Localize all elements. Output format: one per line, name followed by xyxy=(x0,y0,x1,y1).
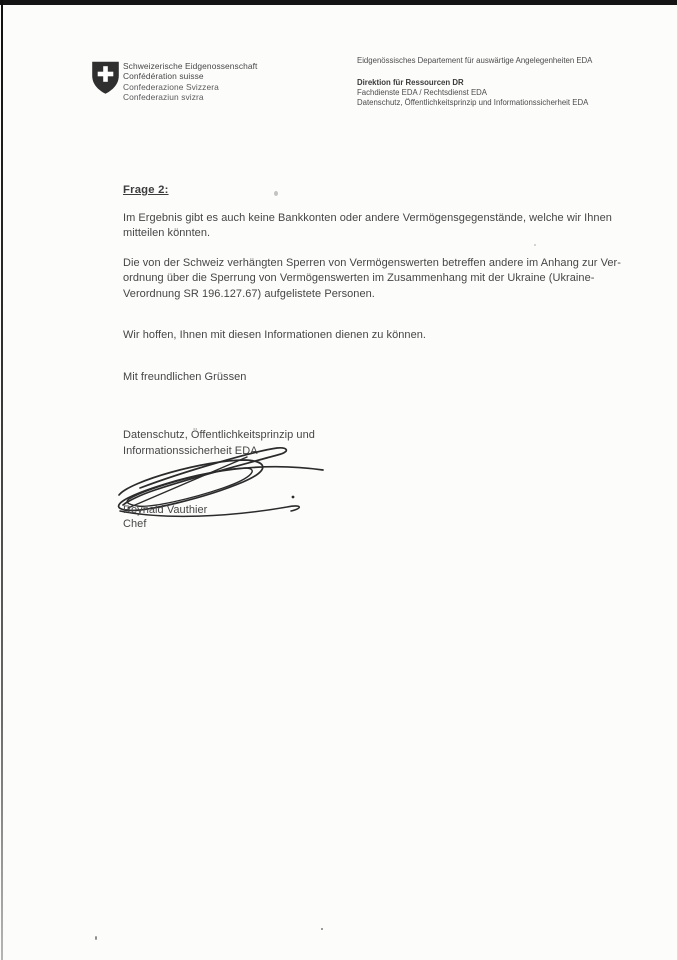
department-spacer xyxy=(357,66,592,78)
section-heading: Frage 2: xyxy=(123,184,169,196)
wordmark-line-de: Schweizerische Eidgenossenschaft xyxy=(123,61,258,71)
paragraph-2-line-1: Die von der Schweiz verhängten Sperren von Vermögenswerten betreffen andere im Anhang zur Ver- xyxy=(123,257,621,269)
paragraph-2 xyxy=(123,256,621,302)
signer-title: Chef xyxy=(123,518,147,530)
swiss-coat-of-arms-icon xyxy=(90,60,121,96)
department-block xyxy=(357,56,592,108)
signing-unit-line-1: Datenschutz, Öffentlichkeitsprinzip und xyxy=(123,429,315,441)
cross-horizontal xyxy=(98,72,114,77)
department-name: Eidgenössisches Departement für auswärtige Angelegenheiten EDA xyxy=(357,56,593,65)
scan-edge-left xyxy=(1,0,3,960)
signing-unit-line-2: Informationssicherheit EDA xyxy=(123,445,258,457)
scan-speck xyxy=(274,191,278,196)
confederation-wordmark xyxy=(123,61,257,103)
scan-speck xyxy=(534,244,536,246)
paragraph-2-line-2: ordnung über die Sperrung von Vermögenswerten im Zusammenhang mit der Ukraine (Ukraine- xyxy=(123,272,595,285)
closing-salutation: Mit freundlichen Grüssen xyxy=(123,371,247,383)
wordmark-line-fr: Confédération suisse xyxy=(123,71,204,82)
scan-edge-top xyxy=(0,0,678,5)
paragraph-3: Wir hoffen, Ihnen mit diesen Informationen dienen zu können. xyxy=(123,329,427,341)
paragraph-1-line-2: mitteilen könnten. xyxy=(123,227,211,240)
paragraph-1-line-1: Im Ergebnis gibt es auch keine Bankkonten oder andere Vermögensgegenstände, welche wir Ihnen xyxy=(123,212,612,224)
wordmark-line-it: Confederazione Svizzera xyxy=(123,81,219,92)
wordmark-line-rm: Confederaziun svizra xyxy=(123,92,204,103)
ink-dot xyxy=(292,496,295,499)
scan-speck xyxy=(95,936,97,940)
unit-line-2: Datenschutz, Öffentlichkeitsprinzip und Informationssicherheit EDA xyxy=(357,98,589,107)
scan-speck xyxy=(321,928,323,930)
unit-line-1: Fachdienste EDA / Rechtsdienst EDA xyxy=(357,88,488,97)
paragraph-1 xyxy=(123,211,612,242)
directorate-name: Direktion für Ressourcen DR xyxy=(357,78,464,87)
paragraph-2-line-3: Verordnung SR 196.127.67) aufgelistete Personen. xyxy=(123,287,375,300)
signer-name: Reynald Vauthier xyxy=(123,504,208,516)
